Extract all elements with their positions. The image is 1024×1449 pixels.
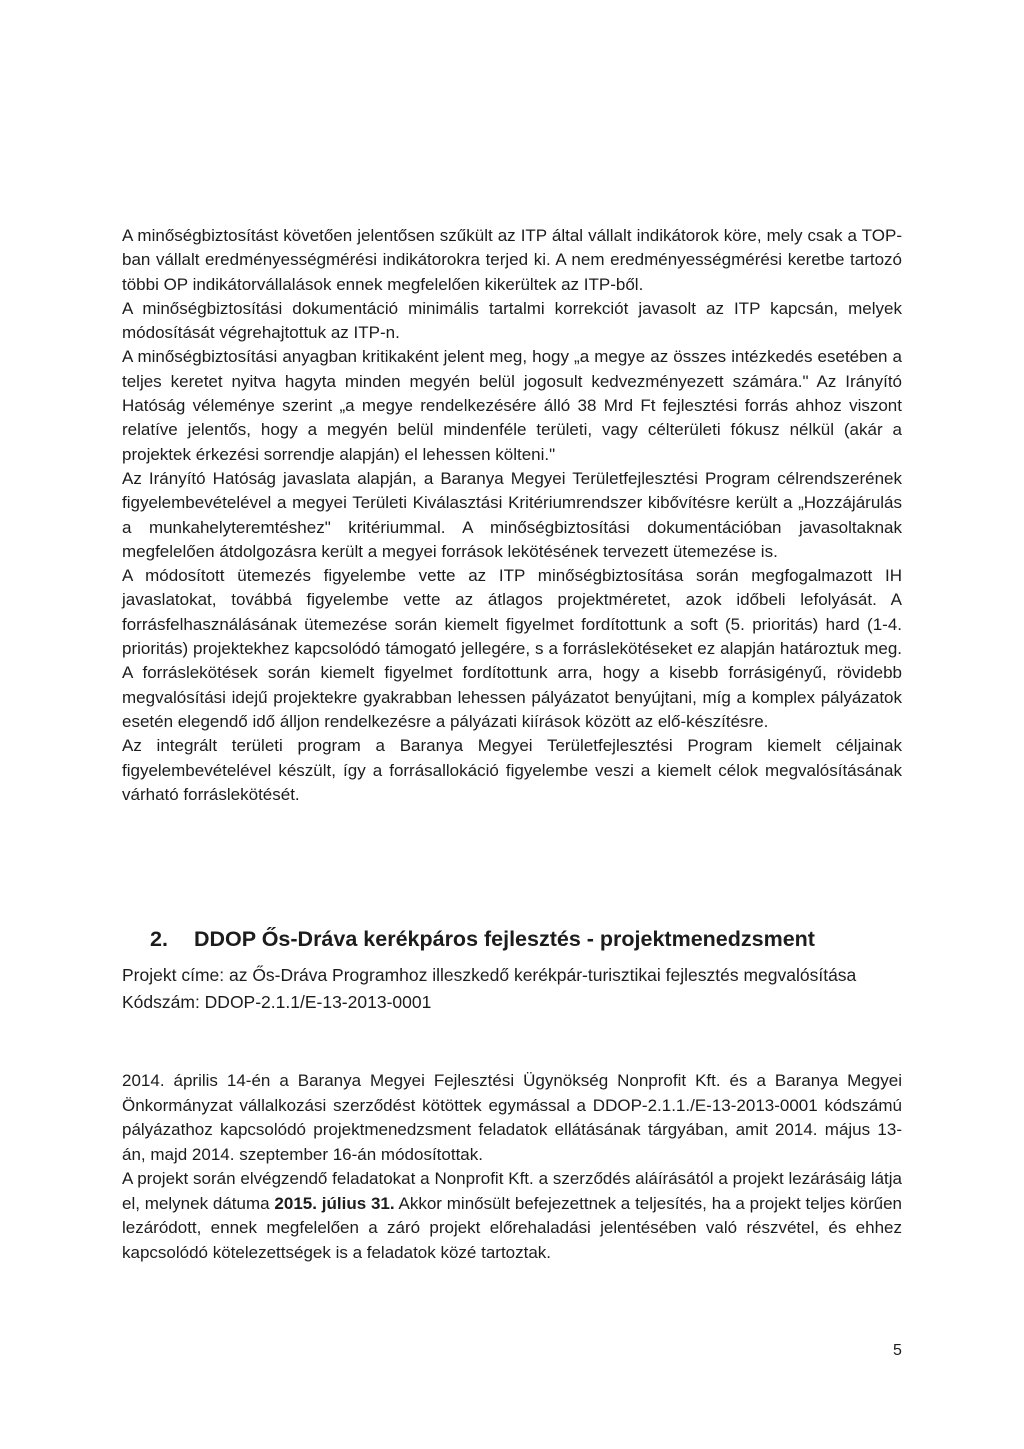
section-heading — [150, 924, 815, 954]
paragraph-quality-correction: A minőségbiztosítási dokumentáció minimális tartalmi korrekciót javasolt az ITP kapcsán, melyek módosítását végrehajtottuk az ITP-n. — [122, 298, 902, 343]
project-title: Projekt címe: az Ős-Dráva Programhoz illeszkedő kerékpár-turisztikai fejlesztés megvalósítása — [122, 965, 857, 985]
intro-section — [122, 224, 902, 807]
paragraph-ih-proposal: Az Irányító Hatóság javaslata alapján, a Baranya Megyei Területfejlesztési Program célrendszerének figyelembevételével a megyei Területi Kiválasztási Kritériumrendszer kibővítésre került a „Hozzájárulás a munkahelyteremtéshez" kritériummal. A minőségbiztosítási dokumentációban javasoltaknak megfelelően átdolgozásra került a megyei források lekötésének tervezett ütemezése is. — [122, 468, 902, 561]
project-code: Kódszám: DDOP-2.1.1/E-13-2013-0001 — [122, 992, 432, 1012]
paragraph-itp-indicators: A minőségbiztosítást követően jelentősen szűkült az ITP által vállalt indikátorok köre, mely csak a TOP-ban vállalt eredményességmérési indikátorokra terjed ki. A nem eredményességmérési keretbe tartozó többi OP indikátorvállalások ennek megfelelően kikerültek az ITP-ből. — [122, 226, 902, 294]
paragraph-contract: 2014. április 14-én a Baranya Megyei Fejlesztési Ügynökség Nonprofit Kft. és a Baranya Megyei Önkormányzat vállalkozási szerződést kötöttek egymással a DDOP-2.1.1./E-13-2013-0001 kódszámú pályázathoz kapcsolódó projektmenedzsment feladatok ellátásának tárgyában, amit 2014. május 13-án, majd 2014. szeptember 16-án módosítottak. — [122, 1071, 902, 1164]
section-number: 2. — [150, 927, 168, 951]
deadline-text-after: Akkor minősült befejezettnek a teljesítés, ha a projekt teljes körűen lezáródott, ennek megfelelően a záró projekt előrehaladási jelentésében való részvétel, és ehhez kapcsolódó kötelezettségek is a feladatok közé tartoztak. — [122, 1193, 903, 1262]
deadline-date: 2015. július 31. — [274, 1193, 395, 1213]
page-number: 5 — [893, 1342, 902, 1359]
project-info — [122, 962, 902, 1015]
deadline-text-before: A projekt során elvégzendő feladatokat a Nonprofit Kft. a szerződés aláírásától a projekt lezárásáig látja el, melynek dátuma — [122, 1169, 902, 1213]
paragraph-integrated-program: Az integrált területi program a Baranya Megyei Területfejlesztési Program kiemelt céljainak figyelembevételével készült, így a forrásallokáció figyelembe veszi a kiemelt célok megvalósításának várható forráslekötését. — [122, 736, 902, 804]
paragraph-schedule: A módosított ütemezés figyelembe vette az ITP minőségbiztosítása során megfogalmazott IH javaslatokat, továbbá figyelembe vette az átlagos projektméretet, azok időbeli lefolyását. A forrásfelhasználásának ütemezése során kiemelt figyelmet fordítottunk a soft (5. prioritás) hard (1-4. prioritás) projektekhez kapcsolódó támogató jellegére, s a forráslekötéseket ez alapján határoztuk meg. A forráslekötések során kiemelt figyelmet fordítottunk arra, hogy a kisebb forrásigényű, rövidebb megvalósítási idejű projektekre gyakrabban lehessen pályázatot benyújtani, míg a komplex pályázatok esetén elegendő idő álljon rendelkezésre a pályázati kiírások között az elő-készítésre. — [122, 566, 902, 731]
paragraph-critique: A minőségbiztosítási anyagban kritikaként jelent meg, hogy „a megye az összes intézkedés esetében a teljes keretet nyitva hagyta minden megyén belül jogosult kedvezményezett számára." Az Irányító Hatóság véleménye szerint „a megye rendelkezésére álló 38 Mrd Ft fejlesztési forrás ahhoz viszont relatíve jelentős, hogy a megyén belül mindenféle területi, vagy célterületi fókusz nélkül (akár a projektek érkezési sorrendje alapján) el lehessen költeni." — [122, 347, 902, 464]
section-title: DDOP Ős-Dráva kerékpáros fejlesztés - projektmenedzsment — [194, 927, 815, 951]
contract-section — [122, 1069, 902, 1265]
paragraph-deadline — [122, 1167, 902, 1265]
